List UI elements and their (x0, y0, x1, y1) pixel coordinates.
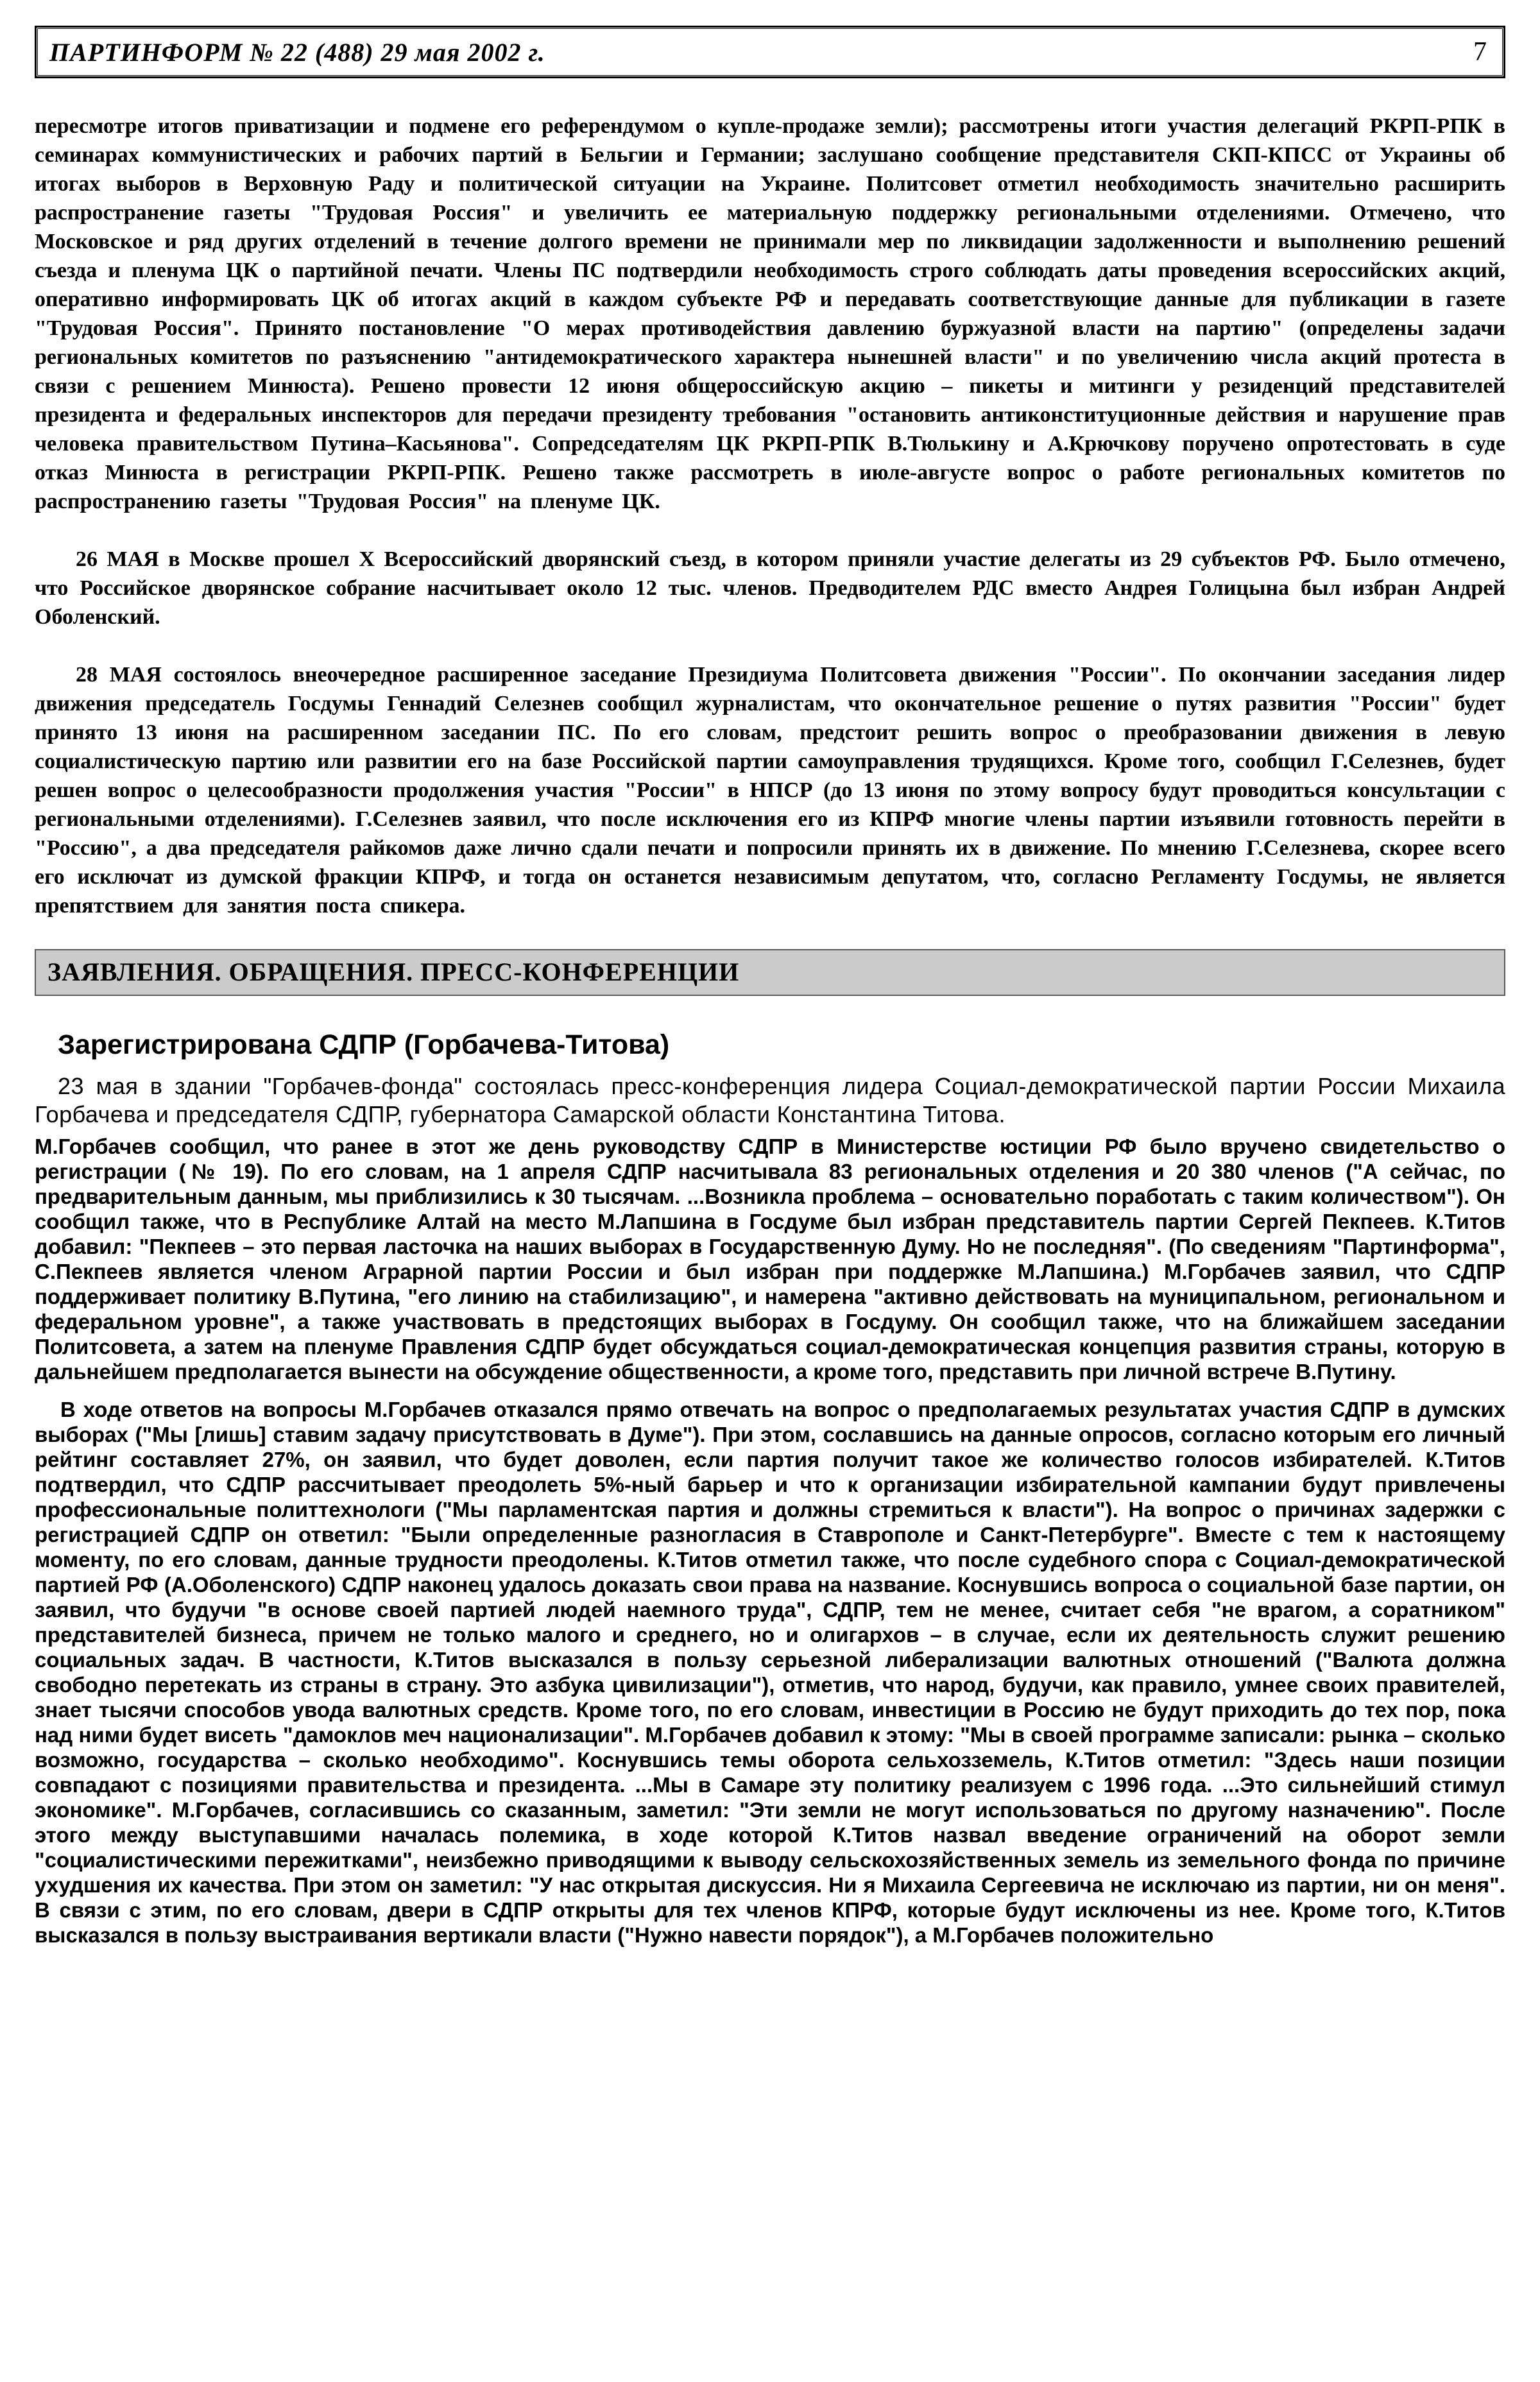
masthead (35, 26, 1505, 78)
section-heading: ЗАЯВЛЕНИЯ. ОБРАЩЕНИЯ. ПРЕСС-КОНФЕРЕНЦИИ (47, 957, 740, 986)
article-sdpr-registration (35, 1029, 1505, 1948)
digest-paragraph-28-may: 28 МАЯ состоялось внеочередное расширенное заседание Президиума Политсовета движения "России". По окончании заседания лидер движения председатель Госдумы Геннадий Селезнев сообщил журналистам, что окончательное решение о путях развития "России" будет принято 13 июня на расширенном заседании ПС. По его словам, предстоит решить вопрос о преобразовании движения в левую социалистическую партию или развитии его на базе Российской партии самоуправления трудящихся. Кроме того, сообщил Г.Селезнев, будет решен вопрос о целесообразности продолжения участия "России" в НПСР (до 13 июня по этому вопросу будут проводиться консультации с региональными отделениями). Г.Селезнев заявил, что после исключения его из КПРФ многие члены партии изъявили готовность перейти в "Россию", а два председателя райкомов даже лично сдали печати и попросили принять их в движение. По мнению Г.Селезнева, скорее всего его исключат из думской фракции КПРФ, и тогда он останется независимым депутатом, что, согласно Регламенту Госдумы, не является препятствием для занятия поста спикера. (35, 663, 1505, 918)
masthead-title: ПАРТИНФОРМ № 22 (488) 29 мая 2002 г. (49, 37, 545, 67)
article-paragraph: М.Горбачев сообщил, что ранее в этот же день руководству СДПР в Министерстве юстиции РФ было вручено свидетельство о регистрации (№ 19). По его словам, на 1 апреля СДПР насчитывала 83 региональных отделения и 20 380 членов ("А сейчас, по предварительным данным, мы приблизились к 30 тысячам. ...Возникла проблема – основательно поработать с таким количеством"). Он сообщил также, что в Республике Алтай на место М.Лапшина в Госдуме был избран представитель партии Сергей Пекпеев. К.Титов добавил: "Пекпеев – это первая ласточка на наших выборах в Государственную Думу. Но не последняя". (По сведениям "Партинформа", С.Пекпеев является членом Аграрной партии России и был избран при поддержке М.Лапшина.) М.Горбачев заявил, что СДПР поддерживает политику В.Путина, "его линию на стабилизацию", и намерена "активно действовать на муниципальном, региональном и федеральном уровне", а также участвовать в предстоящих выборах в Госдуму. Он сообщил также, что на ближайшем заседании Политсовета, а затем на пленуме Правления СДПР будет обсуждаться социал-демократическая концепция развития страны, которую в дальнейшем предполагается вынести на обсуждение общественности, а кроме того, представить при личной встрече В.Путину. (35, 1135, 1505, 1384)
section-heading-bar (35, 949, 1505, 996)
digest-paragraph-26-may: 26 МАЯ в Москве прошел X Всероссийский дворянский съезд, в котором приняли участие делегаты из 29 субъектов РФ. Было отмечено, что Российское дворянское собрание насчитывает около 12 тыс. членов. Предводителем РДС вместо Андрея Голицына был избран Андрей Оболенский. (35, 547, 1505, 629)
article-title: Зарегистрирована СДПР (Горбачева-Титова) (58, 1029, 670, 1060)
page-number: 7 (1473, 37, 1487, 67)
article-lead: 23 мая в здании "Горбачев-фонда" состоялась пресс-конференция лидера Социал-демократической партии России Михаила Горбачева и председателя СДПР, губернатора Самарской области Константина Титова. (35, 1073, 1505, 1127)
article-paragraph: В ходе ответов на вопросы М.Горбачев отказался прямо отвечать на вопрос о предполагаемых результатах участия СДПР в думских выборах ("Мы [лишь] ставим задачу присутствовать в Думе"). При этом, сославшись на данные опросов, согласно которым его личный рейтинг составляет 27%, он заявил, что будет доволен, если партия получит такое же количество голосов избирателей. К.Титов подтвердил, что СДПР рассчитывает преодолеть 5%-ный барьер и что к организации избирательной кампании будут привлечены профессиональные политтехнологи ("Мы парламентская партия и должны стремиться к власти"). На вопрос о причинах задержки с регистрацией СДПР он ответил: "Были определенные разногласия в Ставрополе и Санкт-Петербурге". Вместе с тем к настоящему моменту, по его словам, данные трудности преодолены. К.Титов отметил также, что после судебного спора с Социал-демократической партией РФ (А.Оболенского) СДПР наконец удалось доказать свои права на название. Коснувшись вопроса о социальной базе партии, он заявил, что будучи "в основе своей партией людей наемного труда", СДПР, тем не менее, считает себя "не врагом, а соратником" представителей бизнеса, причем не только малого и среднего, но и олигархов – в случае, если их деятельность служит решению социальных задач. В частности, К.Титов высказался в пользу серьезной либерализации валютных отношений ("Валюта должна свободно перетекать из страны в страну. Это азбука цивилизации"), отметив, что народ, будучи, как правило, умнее своих правителей, знает тысячи способов увода валютных средств. Кроме того, по его словам, инвестиции в Россию не будут приходить до тех пор, пока над ними будет висеть "дамоклов меч национализации". М.Горбачев добавил к этому: "Мы в своей программе записали: рынка – сколько возможно, государства – сколько необходимо". Коснувшись темы оборота сельхозземель, К.Титов отметил: "Здесь наши позиции совпадают с позициями правительства и президента. ...Мы в Самаре эту политику реализуем с 1996 года. ...Это сильнейший стимул экономике". М.Горбачев, согласившись со сказанным, заметил: "Эти земли не могут использоваться по другому назначению". После этого между выступавшими началась полемика, в ходе которой К.Титов назвал введение ограничений на оборот земли "социалистическими пережитками", неизбежно приводящими к выводу сельскохозяйственных земель из земельного фонда по причине ухудшения их качества. При этом он заметил: "У нас открытая дискуссия. Ни я Михаила Сергеевича не исключаю из партии, ни он меня". В связи с этим, по его словам, двери в СДПР открыты для тех членов КПРФ, которые будут исключены из нее. Кроме того, К.Титов высказался в пользу выстраивания вертикали власти ("Нужно навести порядок"), а М.Горбачев положительно (35, 1398, 1505, 1947)
digest-paragraph-continuation: пересмотре итогов приватизации и подмене его референдумом о купле-продаже земли); рассмотрены итоги участия делегаций РКРП-РПК в семинарах коммунистических и рабочих партий в Бельгии и Германии; заслушано сообщение представителя СКП-КПСС от Украины об итогах выборов в Верховную Раду и политической ситуации на Украине. Политсовет отметил необходимость значительно расширить распространение газеты "Трудовая Россия" и увеличить ее материальную поддержку региональными отделениями. Отмечено, что Московское и ряд других отделений в течение долгого времени не принимали мер по ликвидации задолженности и выполнению решений съезда и пленума ЦК о партийной печати. Члены ПС подтвердили необходимость строго соблюдать даты проведения всероссийских акций, оперативно информировать ЦК об итогах акций в каждом субъекте РФ и передавать соответствующие данные для публикации в газете "Трудовая Россия". Принято постановление "О мерах противодействия давлению буржуазной власти на партию" (определены задачи региональных комитетов по разъяснению "антидемократического характера нынешней власти" и по увеличению числа акций протеста в связи с решением Минюста). Решено провести 12 июня общероссийскую акцию – пикеты и митинги у резиденций представителей президента и федеральных инспекторов для передачи президенту требования "остановить антиконституционные действия и нарушение прав человека правительством Путина–Касьянова". Сопредседателям ЦК РКРП-РПК В.Тюлькину и А.Крючкову поручено опротестовать в суде отказ Минюста в регистрации РКРП-РПК. Решено также рассмотреть в июле-августе вопрос о работе региональных комитетов по распространению газеты "Трудовая Россия" на пленуме ЦК. (35, 114, 1505, 513)
news-digest-section (35, 112, 1505, 920)
